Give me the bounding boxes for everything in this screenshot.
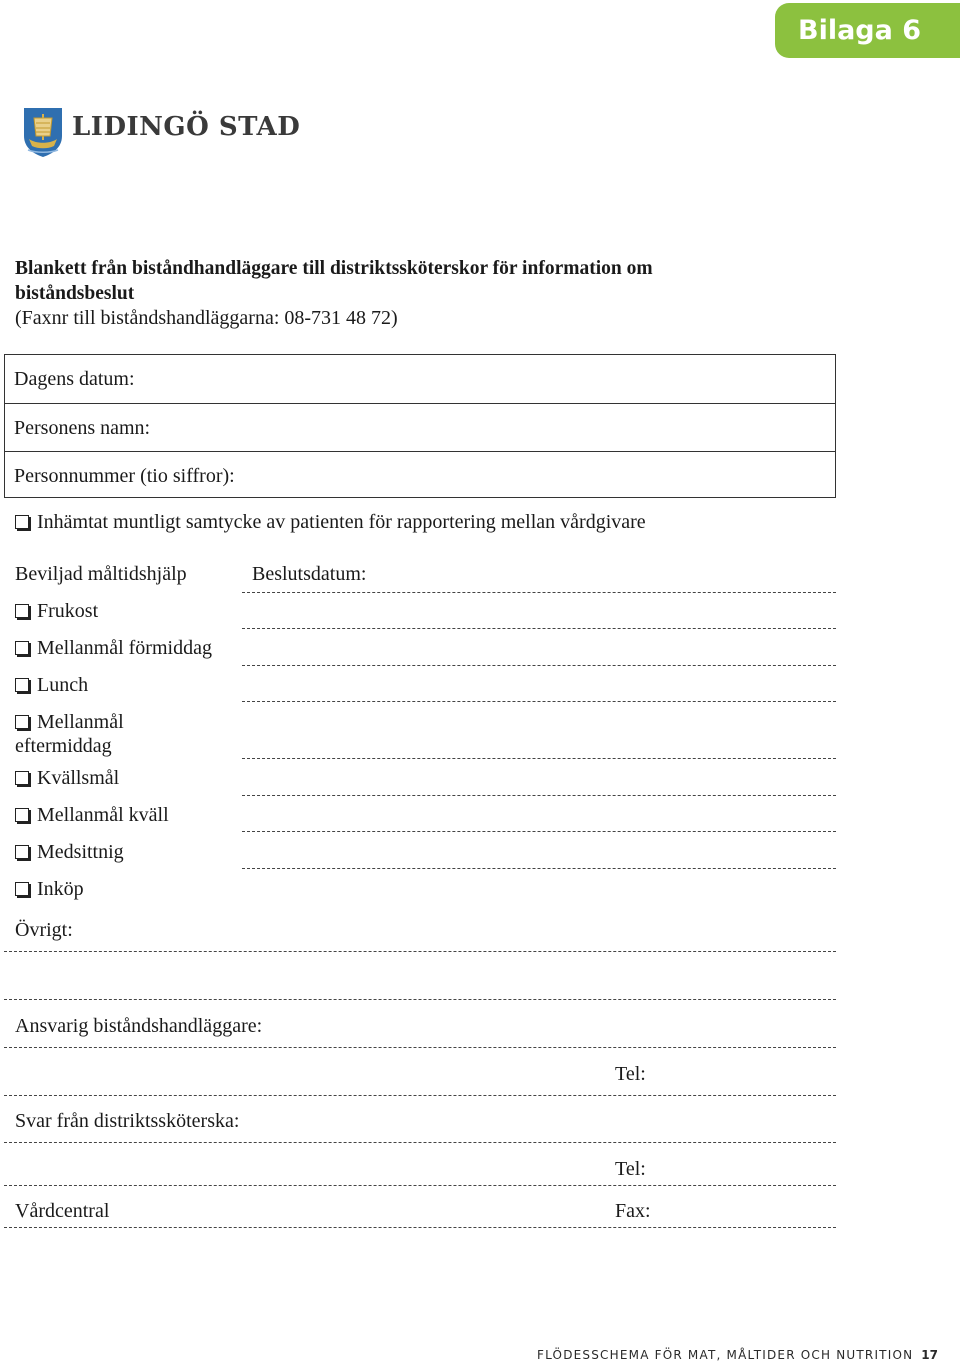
viking-ship-crest-icon	[22, 106, 64, 158]
footer-title: FLÖDESSCHEMA FÖR MAT, MÅLTIDER OCH NUTRITION	[537, 1348, 914, 1362]
logo-wordmark: LIDINGÖ STAD	[72, 112, 301, 142]
page-number: 17	[921, 1348, 938, 1362]
option-label: Lunch	[37, 674, 89, 696]
decision-date-line[interactable]	[242, 868, 836, 869]
tel-line-1[interactable]	[4, 1095, 836, 1096]
option-label: Mellanmål förmiddag	[37, 637, 212, 659]
decision-date-label: Beslutsdatum:	[252, 563, 367, 585]
responsible-line[interactable]	[4, 1047, 836, 1048]
decision-date-line[interactable]	[242, 628, 836, 629]
fax-number-note: (Faxnr till biståndshandläggarna: 08-731 48 72)	[15, 307, 398, 329]
option-supper	[15, 766, 119, 790]
other-label: Övrigt:	[15, 919, 73, 941]
tel-label-2: Tel:	[615, 1158, 646, 1180]
form-title: Blankett från biståndhandläggare till distriktssköterskor för information om biståndsbeslut	[15, 258, 653, 304]
supper-checkbox[interactable]	[15, 771, 29, 785]
nurse-reply-label: Svar från distriktssköterska:	[15, 1110, 240, 1132]
fax-label: Fax:	[615, 1200, 651, 1222]
consent-row	[15, 510, 646, 534]
care-center-line[interactable]	[4, 1227, 836, 1228]
name-field-label: Personens namn:	[14, 417, 151, 439]
personnummer-field[interactable]	[5, 451, 835, 499]
responsible-label: Ansvarig biståndshandläggare:	[15, 1015, 263, 1037]
date-field[interactable]	[5, 355, 835, 403]
nurse-reply-line[interactable]	[4, 1142, 836, 1143]
option-label: Mellanmål kväll	[37, 804, 169, 826]
decision-date-line[interactable]	[242, 758, 836, 759]
option-label: Kvällsmål	[37, 767, 120, 789]
care-center-label: Vårdcentral	[15, 1200, 110, 1222]
meal-company-checkbox[interactable]	[15, 845, 29, 859]
decision-date-line[interactable]	[242, 831, 836, 832]
decision-date-line[interactable]	[242, 592, 836, 593]
option-label: Medsittnig	[37, 841, 124, 863]
other-line[interactable]	[4, 999, 836, 1000]
option-evening-snack	[15, 803, 169, 827]
option-lunch	[15, 673, 88, 697]
option-shopping	[15, 877, 84, 901]
form-heading	[15, 256, 775, 331]
consent-checkbox[interactable]	[15, 515, 29, 529]
decision-date-line[interactable]	[242, 701, 836, 702]
option-afternoon-snack	[15, 710, 145, 758]
option-breakfast	[15, 599, 98, 623]
option-label: Mellanmål eftermiddag	[15, 711, 124, 757]
morning-snack-checkbox[interactable]	[15, 641, 29, 655]
name-field[interactable]	[5, 403, 835, 451]
evening-snack-checkbox[interactable]	[15, 808, 29, 822]
person-info-box	[4, 354, 836, 498]
tel-line-2[interactable]	[4, 1185, 836, 1186]
afternoon-snack-checkbox[interactable]	[15, 715, 29, 729]
personnummer-field-label: Personnummer (tio siffror):	[14, 465, 235, 487]
option-label: Frukost	[37, 600, 99, 622]
decision-date-line[interactable]	[242, 665, 836, 666]
option-meal-company	[15, 840, 124, 864]
tel-label-1: Tel:	[615, 1063, 646, 1085]
option-label: Inköp	[37, 878, 84, 900]
breakfast-checkbox[interactable]	[15, 604, 29, 618]
decision-date-line[interactable]	[242, 795, 836, 796]
page-footer	[537, 1348, 938, 1362]
shopping-checkbox[interactable]	[15, 882, 29, 896]
lunch-checkbox[interactable]	[15, 678, 29, 692]
consent-label: Inhämtat muntligt samtycke av patienten för rapportering mellan vårdgivare	[37, 511, 646, 533]
date-field-label: Dagens datum:	[14, 368, 135, 390]
option-morning-snack	[15, 636, 212, 660]
appendix-tab: Bilaga 6	[775, 3, 960, 58]
meal-help-title: Beviljad måltidshjälp	[15, 563, 187, 585]
other-line[interactable]	[4, 951, 836, 952]
